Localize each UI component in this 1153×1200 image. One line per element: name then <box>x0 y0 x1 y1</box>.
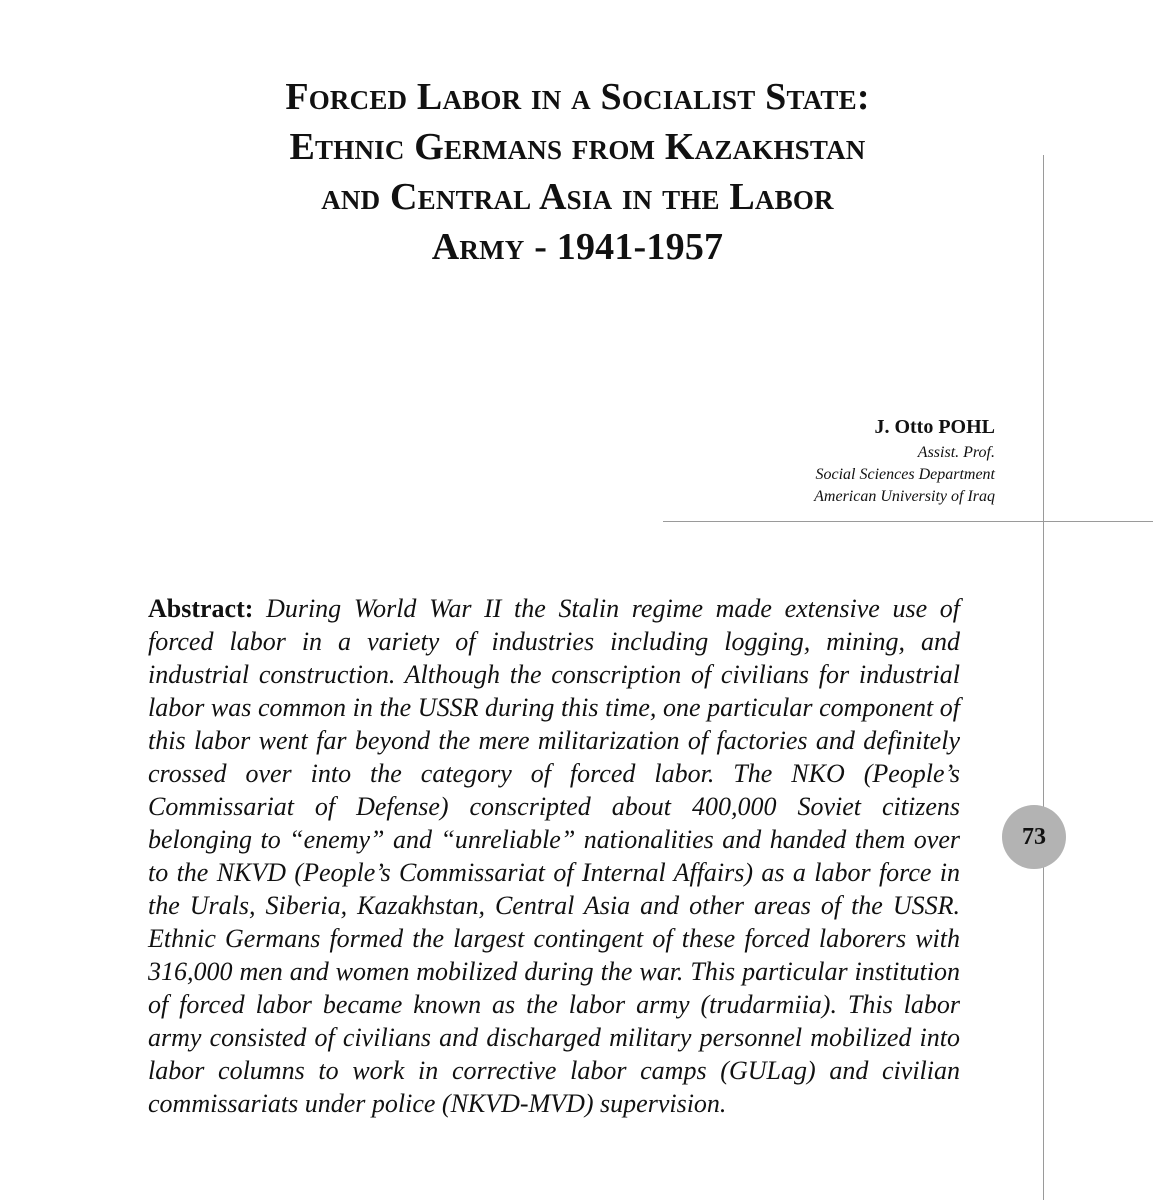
title-line-3: and Central Asia in the Labor <box>321 176 834 218</box>
abstract-text: During World War II the Stalin regime made extensive use of forced labor in a variety of industries including logging, mining, and industrial construction. Although the conscription of civilians for industrial labor was common in the USSR during this time, one particular component of this labor went far beyond the mere militarization of factories and definitely crossed over into the category of forced labor. The NKO (People’s Commissariat of Defense) conscripted about 400,000 Soviet citizens belonging to “enemy” and “unreliable” nationalities and handed them over to the NKVD (People’s Commissariat of Internal Affairs) as a labor force in the Urals, Siberia, Kazakhstan, Central Asia and other areas of the USSR. Ethnic Germans formed the largest contingent of these forced laborers with 316,000 men and women mobilized during the war. This particular institution of forced labor became known as the labor army (trudarmiia). This labor army consisted of civilians and discharged military personnel mobilized into labor columns to work in corrective labor camps (GULag) and civilian commissariats under police (NKVD-MVD) supervision. <box>148 594 960 1118</box>
article-title <box>150 72 1005 272</box>
author-institution: American University of Iraq <box>814 488 995 505</box>
title-line-4: Army - 1941-1957 <box>431 226 724 268</box>
vertical-rule <box>1043 155 1044 1200</box>
page-number-badge: 73 <box>1002 805 1066 869</box>
author-position: Assist. Prof. <box>917 444 995 461</box>
author-department: Social Sciences Department <box>815 466 995 483</box>
abstract-label: Abstract: <box>148 594 254 623</box>
title-line-2: Ethnic Germans from Kazakhstan <box>289 126 866 168</box>
author-name: J. Otto POHL <box>874 416 995 438</box>
abstract-paragraph <box>148 592 960 1120</box>
title-line-1: Forced Labor in a Socialist State: <box>285 76 870 118</box>
horizontal-rule <box>663 521 1153 522</box>
author-block <box>814 414 995 508</box>
